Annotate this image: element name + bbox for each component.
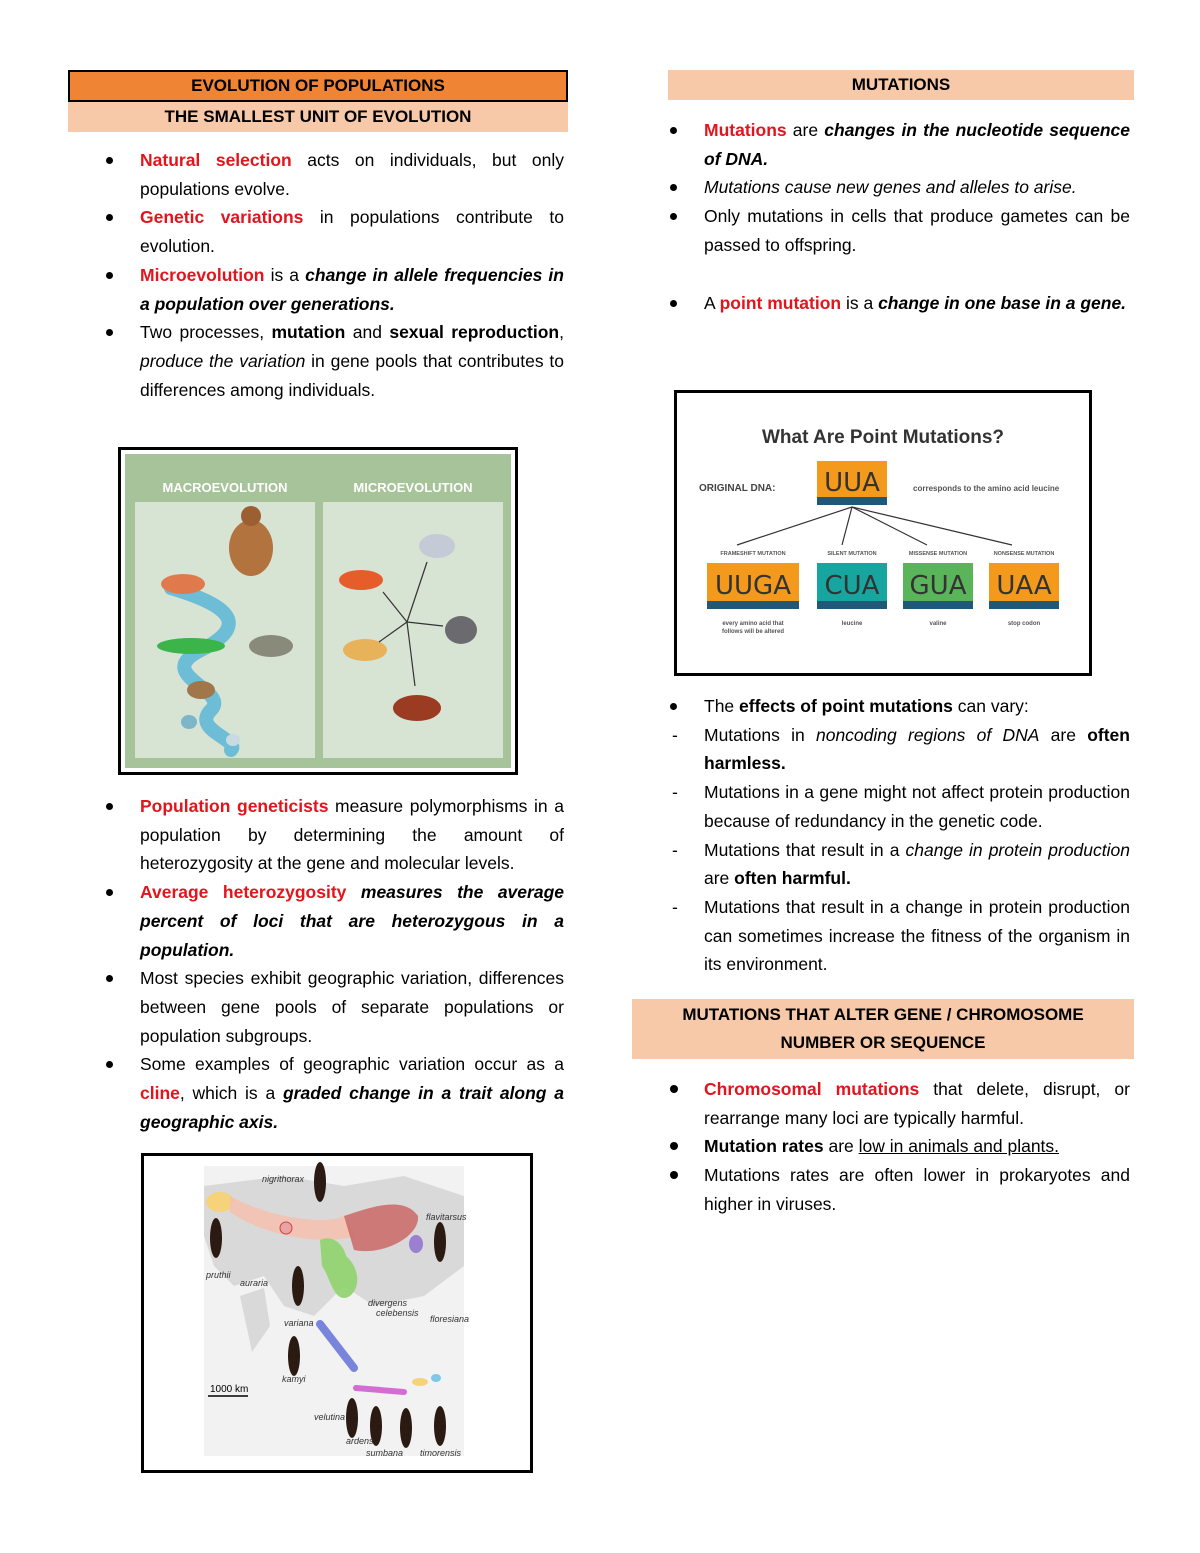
mutation-codon-bar <box>903 601 973 609</box>
mutation-bullets <box>632 116 1134 317</box>
mutation-arrows <box>737 507 1012 545</box>
list-item: - Mutations in a gene might not affect protein production because of redundancy in the genetic code. <box>632 778 1134 835</box>
microevolution-label: MICROEVOLUTION <box>353 480 473 495</box>
mutation-boxes <box>707 551 1059 635</box>
original-note: corresponds to the amino acid leucine <box>913 484 1060 493</box>
section-header-mutations: MUTATIONS <box>668 70 1134 100</box>
map-label: celebensis <box>376 1308 419 1318</box>
map-label: nigrithorax <box>262 1174 305 1184</box>
map-scale-label: 1000 km <box>210 1384 249 1395</box>
list-item: Chromosomal mutations that delete, disrupt, or rearrange many loci are typically harmful. <box>632 1075 1134 1132</box>
map-label: pruthii <box>206 1270 231 1280</box>
right-column-lower <box>632 692 1134 1219</box>
mutation-type-label: MISSENSE MUTATION <box>908 551 968 557</box>
point-mutations-diagram <box>677 393 1089 673</box>
cline-map <box>144 1156 530 1470</box>
list-item: Mutation rates are low in animals and plants. <box>632 1132 1134 1161</box>
left-column <box>68 70 568 404</box>
point-mutations-figure <box>674 390 1092 676</box>
mutation-codon: UUGA <box>715 571 791 601</box>
mutation-codon-bar <box>817 601 887 609</box>
map-label: flavitarsus <box>426 1212 467 1222</box>
right-column <box>632 70 1134 317</box>
section-header-chromosome-mutations: MUTATIONS THAT ALTER GENE / CHROMOSOME NUMBER OR SEQUENCE <box>632 999 1134 1059</box>
list-item: Only mutations in cells that produce gametes can be passed to offspring. <box>632 202 1134 259</box>
mutation-type-label: FRAMESHIFT MUTATION <box>720 551 786 557</box>
map-label: kamyi <box>282 1374 306 1384</box>
map-label: auraria <box>240 1278 269 1288</box>
mutation-note: follows will be altered <box>721 629 785 635</box>
list-item: Mutations cause new genes and alleles to arise. <box>632 173 1134 202</box>
list-item: Natural selection acts on individuals, but only populations evolve. <box>68 146 568 203</box>
original-codon: UUA <box>824 468 880 498</box>
mutation-note: valine <box>929 621 947 627</box>
effects-dash-list <box>632 721 1134 979</box>
list-item: Microevolution is a change in allele frequencies in a population over generations. <box>68 261 568 318</box>
evolution-bullets <box>68 146 568 404</box>
effects-bullets <box>632 692 1134 721</box>
list-item: - Mutations that result in a change in protein production are often harmful. <box>632 836 1134 893</box>
mutation-codon-bar <box>989 601 1059 609</box>
list-item: Some examples of geographic variation occur as a cline, which is a graded change in a trait along a geographic axis. <box>68 1050 568 1136</box>
macroevolution-label: MACROEVOLUTION <box>162 480 288 495</box>
list-item: A point mutation is a change in one base in a gene. <box>632 289 1134 318</box>
map-label: ardens <box>346 1436 374 1446</box>
list-item: Two processes, mutation and sexual reproduction, produce the variation in gene pools that contributes to differences among individuals. <box>68 318 568 404</box>
mutation-codon: GUA <box>909 571 967 601</box>
list-item: Genetic variations in populations contribute to evolution. <box>68 203 568 260</box>
cline-map-figure <box>141 1153 533 1473</box>
section-header-evolution: EVOLUTION OF POPULATIONS <box>68 70 568 102</box>
original-dna-label: ORIGINAL DNA: <box>699 483 776 494</box>
mutation-codon-bar <box>707 601 799 609</box>
population-genetics-bullets <box>68 792 568 1136</box>
map-label: variana <box>284 1318 314 1328</box>
mutation-note: stop codon <box>1007 621 1041 627</box>
mutation-note: leucine <box>841 621 863 627</box>
map-label: divergens <box>368 1298 408 1308</box>
mutation-type-label: SILENT MUTATION <box>827 551 877 557</box>
macro-micro-evolution-figure <box>118 447 518 775</box>
left-column-lower <box>68 792 568 1136</box>
chromosome-bullets <box>632 1075 1134 1219</box>
mutation-note: every amino acid that <box>722 621 784 627</box>
list-item: Most species exhibit geographic variation, differences between gene pools of separate populations or population subgroups. <box>68 964 568 1050</box>
list-item: Population geneticists measure polymorphisms in a population by determining the amount of heterozygosity at the gene and molecular levels. <box>68 792 568 878</box>
mutation-type-label: NONSENSE MUTATION <box>993 551 1055 557</box>
map-label: floresiana <box>430 1314 470 1324</box>
list-item: The effects of point mutations can vary: <box>632 692 1134 721</box>
point-mutations-title: What Are Point Mutations? <box>761 427 1005 448</box>
list-item: - Mutations in noncoding regions of DNA are often harmless. <box>632 721 1134 778</box>
section-subheader-smallest-unit: THE SMALLEST UNIT OF EVOLUTION <box>68 102 568 132</box>
evolution-illustration <box>121 450 515 772</box>
mutation-codon: UAA <box>996 571 1052 601</box>
map-label: timorensis <box>420 1448 462 1458</box>
list-item: - Mutations that result in a change in protein production can sometimes increase the fitness of the organism in its environment. <box>632 893 1134 979</box>
mutation-codon: CUA <box>824 571 880 601</box>
map-label: velutina <box>314 1412 346 1422</box>
list-item: Mutations are changes in the nucleotide sequence of DNA. <box>632 116 1134 173</box>
list-item: Average heterozygosity measures the average percent of loci that are heterozygous in a population. <box>68 878 568 964</box>
list-item: Mutations rates are often lower in prokaryotes and higher in viruses. <box>632 1161 1134 1218</box>
map-label: sumbana <box>366 1448 404 1458</box>
